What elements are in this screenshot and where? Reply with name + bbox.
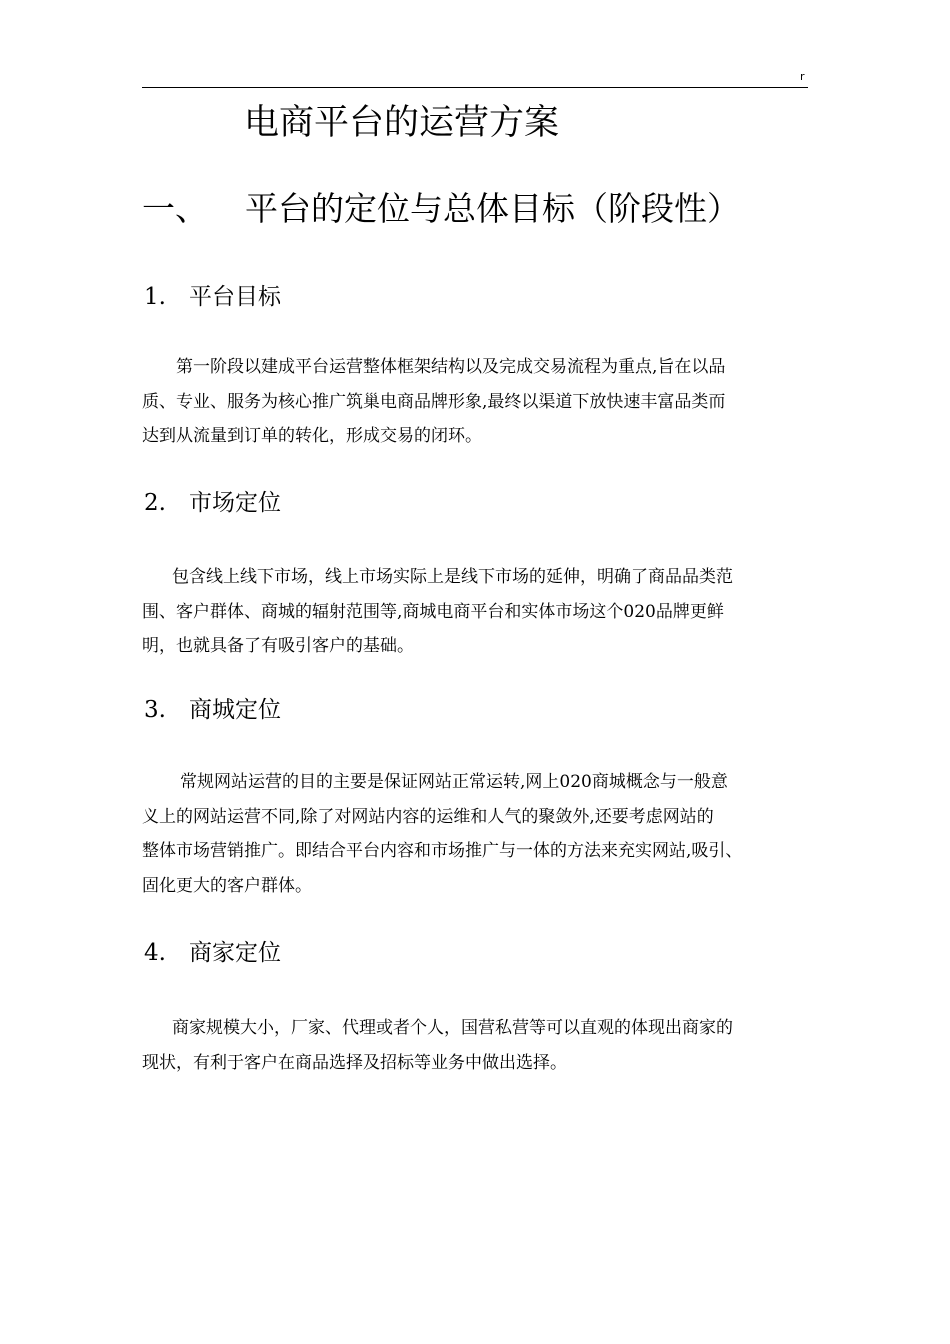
section-heading	[142, 936, 808, 970]
section-paragraph	[142, 560, 808, 664]
section-number: 1.	[144, 284, 166, 310]
section-number: 2.	[144, 490, 166, 516]
paragraph-line: 商家规模大小，厂家、代理或者个人，国营私营等可以直观的体现出商家的	[172, 1018, 733, 1038]
paragraph-line: 包含线上线下市场，线上市场实际上是线下市场的延伸，明确了商品品类范	[172, 567, 733, 587]
section-title: 商城定位	[189, 697, 281, 723]
section-number: 4.	[144, 940, 166, 966]
section-mall-positioning	[142, 693, 808, 903]
paragraph-line: 固化更大的客户群体。	[142, 875, 312, 896]
chapter-number: 一、	[142, 189, 208, 228]
section-title: 市场定位	[189, 490, 281, 516]
section-number: 3.	[144, 697, 166, 723]
header-mark: r	[800, 70, 805, 83]
document-title: 电商平台的运营方案	[244, 103, 560, 143]
section-heading	[142, 486, 808, 520]
section-heading	[142, 693, 808, 727]
paragraph-line: 整体市场营销推广。即结合平台内容和市场推广与一体的方法来充实网站,吸引、	[142, 841, 743, 861]
section-title: 商家定位	[189, 940, 281, 966]
section-title: 平台目标	[189, 284, 281, 310]
paragraph-line: 达到从流量到订单的转化，形成交易的闭环。	[142, 426, 482, 446]
paragraph-line: 明，也就具备了有吸引客户的基础。	[142, 636, 414, 656]
section-paragraph	[142, 1011, 808, 1080]
paragraph-line: 现状，有利于客户在商品选择及招标等业务中做出选择。	[142, 1052, 567, 1073]
chapter-heading	[142, 186, 808, 232]
chapter-title: 平台的定位与总体目标（阶段性）	[245, 189, 740, 228]
section-market-positioning	[142, 486, 808, 664]
paragraph-line: 义上的网站运营不同,除了对网站内容的运维和人气的聚敛外,还要考虑网站的	[142, 806, 714, 827]
paragraph-line: 围、客户群体、商城的辐射范围等,商城电商平台和实体市场这个020品牌更鲜	[142, 601, 724, 622]
header-rule	[142, 87, 808, 88]
section-heading	[142, 280, 808, 314]
paragraph-line: 常规网站运营的目的主要是保证网站正常运转,网上020商城概念与一般意	[180, 772, 728, 792]
section-paragraph	[142, 350, 808, 454]
paragraph-line: 质、专业、服务为核心推广筑巢电商品牌形象,最终以渠道下放快速丰富品类而	[142, 391, 726, 412]
paragraph-line: 第一阶段以建成平台运营整体框架结构以及完成交易流程为重点,旨在以品	[176, 357, 726, 377]
section-platform-goal	[142, 280, 808, 454]
section-paragraph	[142, 765, 808, 903]
section-merchant-positioning	[142, 936, 808, 1080]
